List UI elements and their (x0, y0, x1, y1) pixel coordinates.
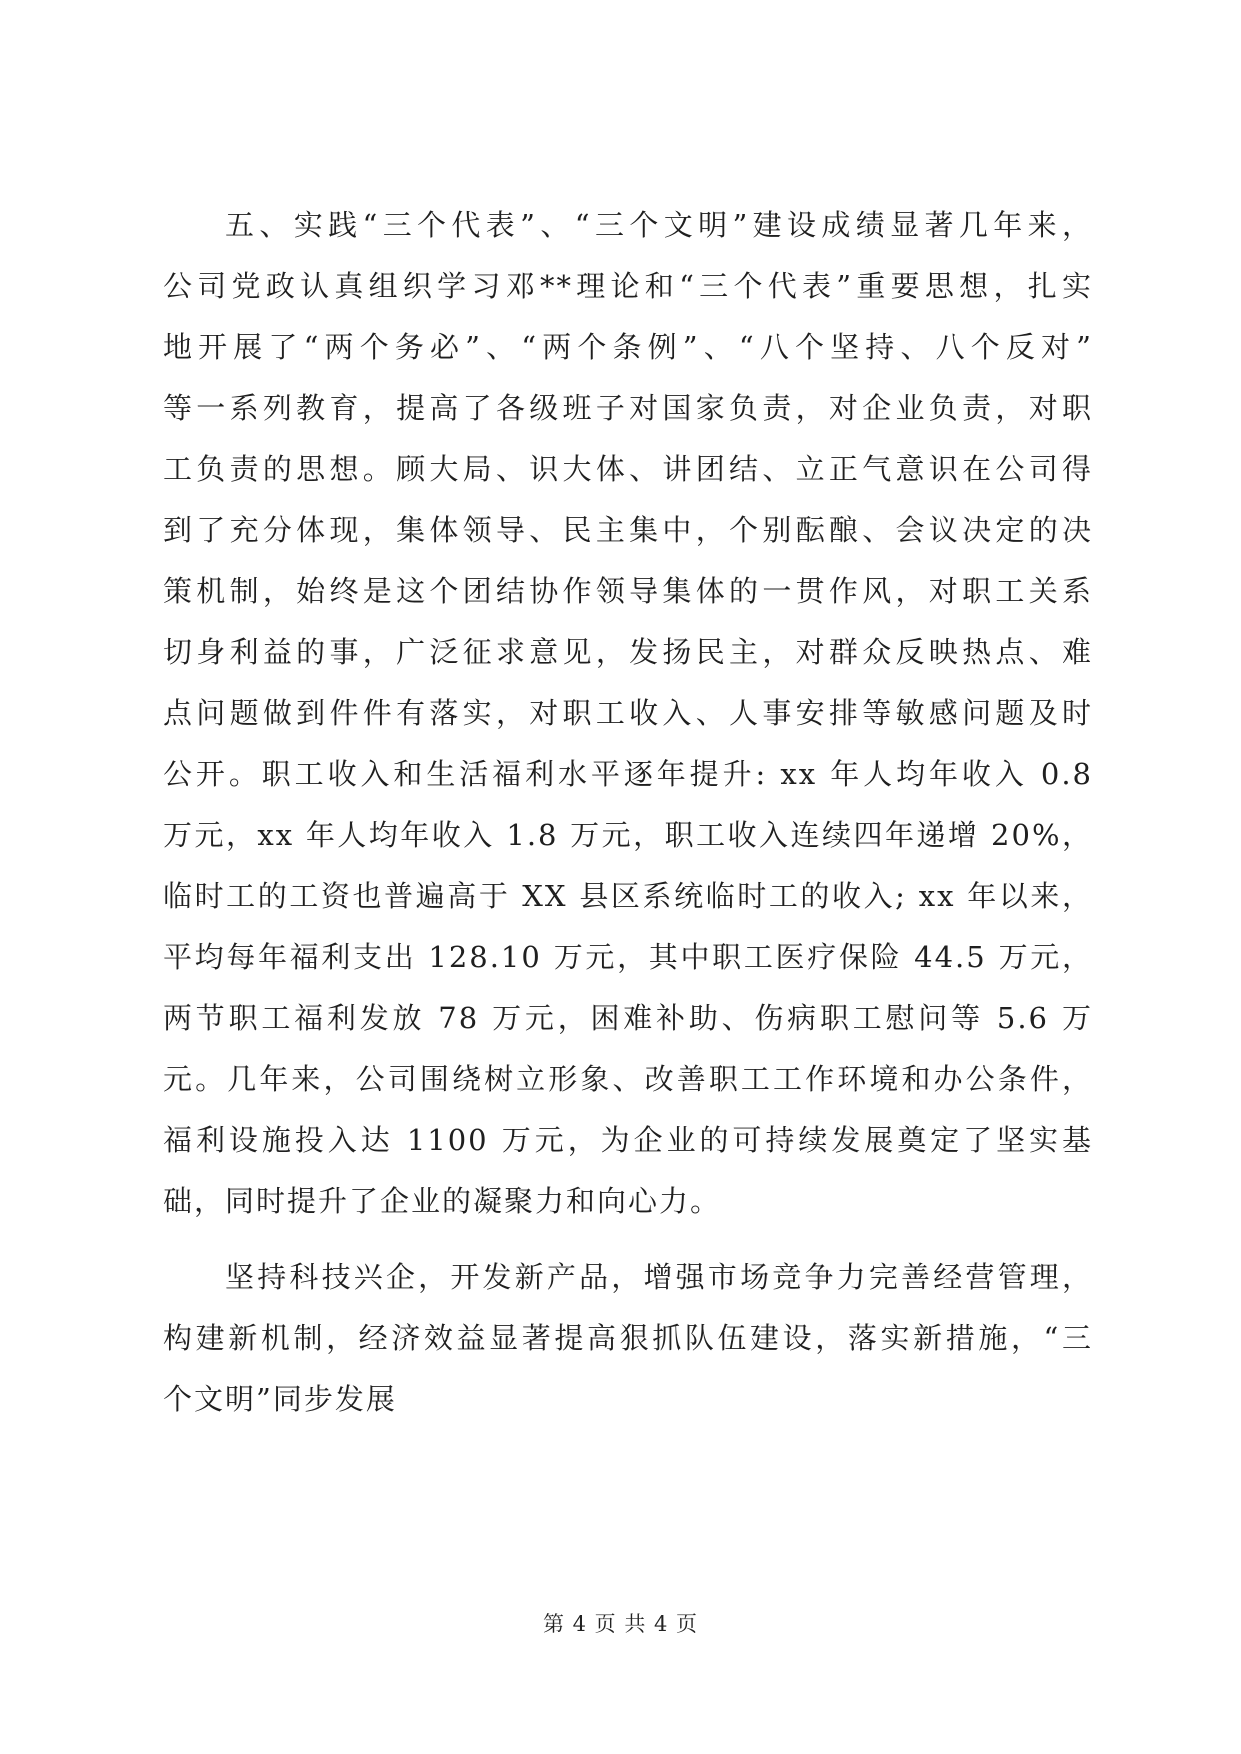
document-body (163, 195, 1093, 1430)
text-line: 元。几年来，公司围绕树立形象、改善职工工作环境和办公条件， (163, 1062, 1093, 1096)
text-line: 公司党政认真组织学习邓**理论和“三个代表”重要思想，扎实 (163, 269, 1093, 303)
text-line: 工负责的思想。顾大局、识大体、讲团结、立正气意识在公司得 (163, 452, 1093, 486)
page-number-footer: 第 4 页 共 4 页 (542, 1612, 699, 1636)
text-line: 切身利益的事，广泛征求意见，发扬民主，对群众反映热点、难 (163, 635, 1093, 669)
text-line: 临时工的工资也普遍高于 XX 县区系统临时工的收入; xx 年以来， (163, 879, 1093, 913)
text-line: 个文明”同步发展 (163, 1382, 397, 1416)
text-line: 等一系列教育，提高了各级班子对国家负责，对企业负责，对职 (163, 391, 1093, 425)
text-line: 础，同时提升了企业的凝聚力和向心力。 (163, 1184, 722, 1218)
text-line: 福利设施投入达 1100 万元，为企业的可持续发展奠定了坚实基 (163, 1123, 1093, 1157)
text-line: 地开展了“两个务必”、“两个条例”、“八个坚持、八个反对” (163, 330, 1093, 364)
text-line: 公开。职工收入和生活福利水平逐年提升: xx 年人均年收入 0.8 (163, 757, 1093, 791)
text-line: 平均每年福利支出 128.10 万元，其中职工医疗保险 44.5 万元， (163, 940, 1093, 974)
text-line: 点问题做到件件有落实，对职工收入、人事安排等敏感问题及时 (163, 696, 1093, 730)
text-line: 万元，xx 年人均年收入 1.8 万元，职工收入连续四年递增 20%， (163, 818, 1093, 852)
paragraph-achievements (163, 195, 1093, 1232)
text-line: 策机制，始终是这个团结协作领导集体的一贯作风，对职工关系 (163, 574, 1093, 608)
text-line: 坚持科技兴企，开发新产品，增强市场竞争力完善经营管理， (225, 1260, 1093, 1294)
paragraph-summary (163, 1247, 1093, 1430)
text-line: 五、实践“三个代表”、“三个文明”建设成绩显著几年来， (225, 208, 1093, 242)
text-line: 到了充分体现，集体领导、民主集中，个别酝酿、会议决定的决 (163, 513, 1093, 547)
text-line: 两节职工福利发放 78 万元，困难补助、伤病职工慰问等 5.6 万 (163, 1001, 1093, 1035)
text-line: 构建新机制，经济效益显著提高狠抓队伍建设，落实新措施，“三 (163, 1321, 1093, 1355)
